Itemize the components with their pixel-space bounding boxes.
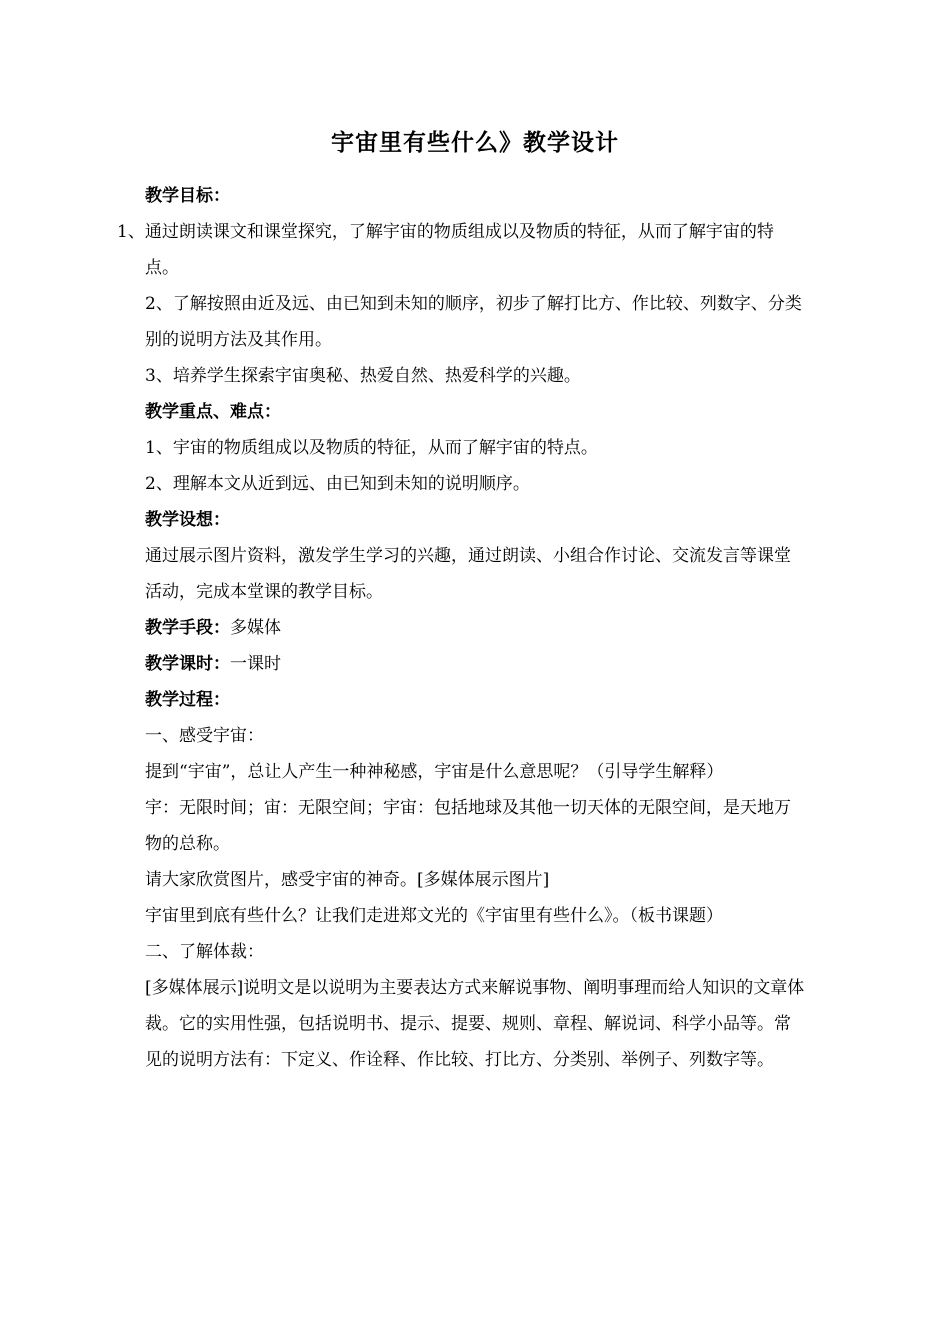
section-paragraph: 宇：无限时间；宙：无限空间；宇宙：包括地球及其他一切天体的无限空间，是天地万物的总称。 (145, 798, 791, 854)
section-paragraph: 请大家欣赏图片，感受宇宙的神奇。[多媒体展示图片] (145, 870, 550, 890)
process-heading: 教学过程： (145, 690, 230, 710)
key-points-heading: 教学重点、难点： (145, 402, 281, 422)
hours-value: 一课时 (230, 654, 281, 674)
objective-item: 3、培养学生探索宇宙奥秘、热爱自然、热爱科学的兴趣。 (145, 366, 581, 386)
hours-label: 教学课时： (145, 654, 230, 674)
means-value: 多媒体 (230, 618, 281, 638)
section-title: 二、了解体裁： (145, 942, 264, 962)
section-title: 一、感受宇宙： (145, 726, 264, 746)
key-point-item: 1、宇宙的物质组成以及物质的特征，从而了解宇宙的特点。 (145, 438, 598, 458)
objectives-heading: 教学目标： (145, 186, 230, 206)
hours-line (145, 646, 807, 682)
document-body (117, 178, 807, 1078)
document-title: 宇宙里有些什么》教学设计 (331, 130, 619, 156)
concept-heading: 教学设想： (145, 510, 230, 530)
key-point-item: 2、理解本文从近到远、由已知到未知的说明顺序。 (145, 474, 530, 494)
objective-item: 1、通过朗读课文和课堂探究，了解宇宙的物质组成以及物质的特征，从而了解宇宙的特点。 (117, 222, 774, 278)
section-paragraph: [多媒体展示]说明文是以说明为主要表达方式来解说事物、阐明事理而给人知识的文章体裁。它的实用性强，包括说明书、提示、提要、规则、章程、解说词、科学小品等。常见的说明方法有：下定义、作诠释、作比较、打比方、分类别、举例子、列数字等。 (145, 978, 805, 1070)
concept-text: 通过展示图片资料，激发学生学习的兴趣，通过朗读、小组合作讨论、交流发言等课堂活动，完成本堂课的教学目标。 (145, 546, 791, 602)
means-label: 教学手段： (145, 618, 230, 638)
section-paragraph: 宇宙里到底有些什么？让我们走进郑文光的《宇宙里有些什么》。（板书课题） (145, 906, 723, 926)
section-paragraph: 提到“宇宙”，总让人产生一种神秘感，宇宙是什么意思呢？（引导学生解释） (145, 762, 724, 782)
means-line (145, 610, 807, 646)
objective-item: 2、了解按照由近及远、由已知到未知的顺序，初步了解打比方、作比较、列数字、分类别的说明方法及其作用。 (145, 294, 802, 350)
